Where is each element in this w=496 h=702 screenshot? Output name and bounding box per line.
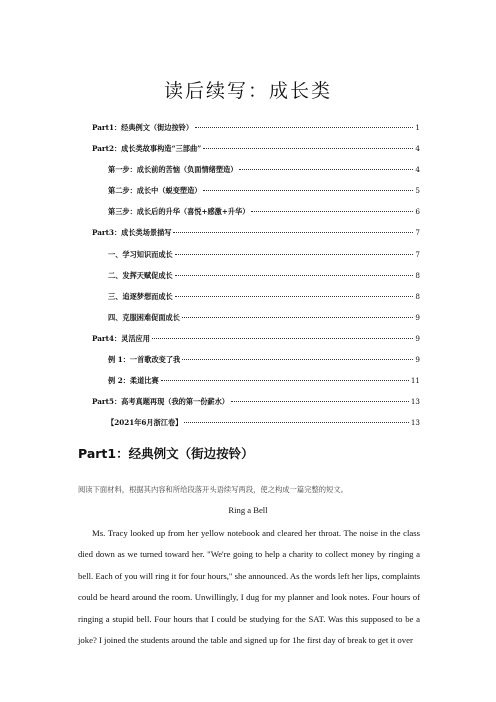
toc-entry[interactable] bbox=[92, 271, 420, 292]
toc-entry-page: 7 bbox=[415, 249, 420, 259]
toc-entry[interactable] bbox=[92, 250, 420, 271]
toc-entry-page: 6 bbox=[415, 207, 420, 217]
toc-entry-label: Part1：经典例文（街边按铃） bbox=[92, 123, 194, 132]
toc-entry-page: 9 bbox=[415, 312, 420, 322]
toc-entry-page: 9 bbox=[415, 333, 420, 343]
toc-entry[interactable] bbox=[92, 397, 420, 418]
toc-entry-page: 8 bbox=[415, 270, 420, 280]
toc-entry-page: 1 bbox=[415, 123, 420, 132]
table-of-contents bbox=[92, 123, 420, 439]
toc-dot-leader bbox=[239, 169, 413, 170]
toc-entry[interactable] bbox=[92, 292, 420, 313]
toc-entry-label: 三、追逐梦想而成长 bbox=[108, 291, 173, 301]
toc-entry[interactable] bbox=[92, 334, 420, 355]
toc-dot-leader bbox=[184, 422, 409, 423]
toc-entry-label: Part5：高考真题再现（我的第一份薪水） bbox=[92, 397, 229, 407]
toc-entry-label: 【2021年6月浙江卷】 bbox=[107, 418, 183, 428]
toc-dot-leader bbox=[203, 148, 413, 149]
toc-entry[interactable] bbox=[92, 313, 420, 334]
toc-entry-page: 13 bbox=[410, 397, 420, 407]
toc-entry-label: 一、学习知识而成长 bbox=[108, 249, 173, 259]
story-body bbox=[78, 523, 420, 651]
toc-entry-label: 第二步：成长中（蜕变塑造） bbox=[108, 186, 202, 196]
toc-entry-page: 8 bbox=[415, 291, 420, 301]
toc-entry[interactable] bbox=[92, 418, 420, 439]
story-line: joke? I joined the students around the table and signed up for 1he first day of break to get it over bbox=[78, 635, 413, 646]
toc-entry-label: 二、发挥天赋促成长 bbox=[108, 270, 173, 280]
toc-dot-leader bbox=[182, 317, 414, 318]
toc-dot-leader bbox=[231, 401, 409, 402]
toc-dot-leader bbox=[175, 254, 414, 255]
toc-dot-leader bbox=[203, 190, 413, 191]
toc-dot-leader bbox=[173, 232, 413, 233]
toc-dot-leader bbox=[175, 275, 414, 276]
toc-dot-leader bbox=[195, 127, 413, 128]
toc-dot-leader bbox=[251, 211, 413, 212]
toc-entry-label: 四、克服困难促面成长 bbox=[108, 312, 180, 322]
story-title: Ring a Bell bbox=[228, 505, 268, 515]
toc-entry-page: 5 bbox=[415, 186, 420, 196]
toc-entry[interactable] bbox=[92, 186, 420, 207]
toc-dot-leader bbox=[175, 296, 414, 297]
toc-entry[interactable] bbox=[92, 207, 420, 228]
toc-entry[interactable] bbox=[92, 355, 420, 376]
story-line: ringing a stupid bell. Four hours that I could be studying for the SAT. Was this supposed to be a bbox=[78, 613, 420, 624]
toc-entry-page: 7 bbox=[415, 228, 420, 238]
toc-entry[interactable] bbox=[92, 123, 420, 144]
toc-entry-label: Part3：成长类场景描写 bbox=[92, 228, 172, 238]
toc-entry-page: 4 bbox=[415, 144, 420, 154]
toc-entry[interactable] bbox=[92, 144, 420, 165]
toc-entry-label: Part4：灵活应用 bbox=[92, 333, 150, 343]
story-line: bell. Each of you will ring it for four hours," she announced. As the words left her lips, complaints bbox=[78, 570, 420, 581]
toc-entry[interactable] bbox=[92, 165, 420, 186]
section-heading: Part1：经典例文（街边按铃） bbox=[78, 446, 254, 461]
toc-entry-label: 例 2：柔道比赛 bbox=[108, 376, 159, 386]
toc-entry-page: 13 bbox=[410, 418, 420, 428]
toc-dot-leader bbox=[152, 338, 414, 339]
story-line: could be heard around the room. Unwillingly, I dug for my planner and look notes. Four hours of bbox=[78, 592, 420, 603]
toc-entry-page: 11 bbox=[410, 376, 420, 386]
toc-entry-label: Part2：成长类故事构造“三部曲” bbox=[92, 144, 202, 154]
toc-entry-label: 第三步：成长后的升华（喜悦+感激+升华） bbox=[108, 207, 250, 217]
toc-dot-leader bbox=[182, 359, 413, 360]
toc-dot-leader bbox=[161, 380, 409, 381]
document-title: 读后续写：成长类 bbox=[163, 80, 332, 102]
toc-entry-page: 4 bbox=[415, 165, 420, 175]
story-line: died down as we turned toward her. "We're going to help a charity to collect money by ringing a bbox=[78, 549, 420, 560]
toc-entry-page: 9 bbox=[415, 355, 420, 365]
toc-entry-label: 例 1：一首歌改变了我 bbox=[108, 355, 181, 365]
task-instruction: 阅读下面材料，根据其内容和所给段落开头语续写两段，使之构成一篇完整的短文。 bbox=[78, 485, 348, 494]
story-line: Ms. Tracy looked up from her yellow notebook and cleared her throat. The noise in the class bbox=[92, 528, 420, 538]
toc-entry[interactable] bbox=[92, 376, 420, 397]
toc-entry[interactable] bbox=[92, 228, 420, 249]
toc-entry-label: 第一步：成长前的苦恼（负面情绪塑造） bbox=[108, 165, 238, 175]
